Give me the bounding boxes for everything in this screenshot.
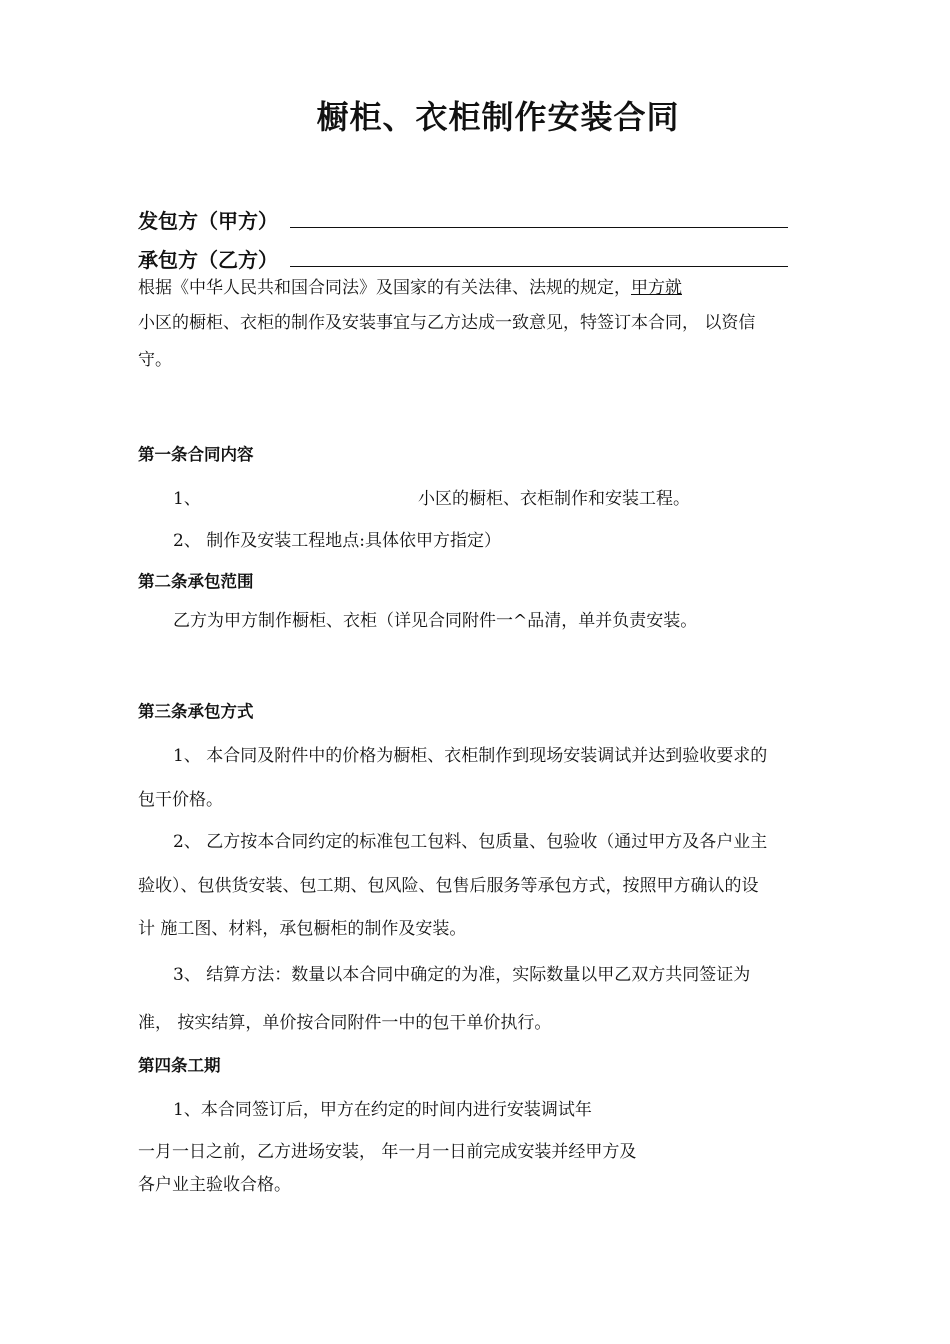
- article-3-item-1-line-1: 1、 本合同及附件中的价格为橱柜、衣柜制作到现场安装调试并达到验收要求的: [173, 746, 768, 766]
- article-3-item-1-line-2: 包干价格。: [138, 790, 223, 810]
- article-4-item-1-line-3: 各户业主验收合格。: [138, 1175, 291, 1195]
- party-a-blank-line: [290, 227, 788, 228]
- article-1-item-1-text: 小区的橱柜、衣柜制作和安装工程。: [418, 489, 690, 509]
- intro-line-3: 守。: [138, 350, 172, 370]
- party-b-blank-line: [290, 266, 788, 267]
- article-1-heading: 第一条合同内容: [138, 445, 254, 464]
- article-1-item-1-number: 1、: [173, 489, 201, 509]
- article-4-heading: 第四条工期: [138, 1056, 221, 1075]
- intro-line-1-text: 根据《中华人民共和国合同法》及国家的有关法律、法规的规定，: [138, 278, 631, 298]
- article-3-heading: 第三条承包方式: [138, 702, 254, 721]
- article-3-item-2-line-2: 验收）、包供货安装、包工期、包风险、包售后服务等承包方式，按照甲方确认的设: [138, 876, 759, 896]
- article-3-item-2-line-1: 2、 乙方按本合同约定的标准包工包料、包质量、包验收（通过甲方及各户业主: [173, 832, 768, 852]
- party-b-label: 承包方（乙方）: [138, 248, 278, 272]
- article-2-heading: 第二条承包范围: [138, 572, 254, 591]
- party-a-label: 发包方（甲方）: [138, 209, 278, 233]
- article-3-item-2-line-3: 计 施工图、材料，承包橱柜的制作及安装。: [138, 919, 467, 939]
- article-2-text: 乙方为甲方制作橱柜、衣柜（详见合同附件一^品清，单并负责安装。: [173, 611, 698, 631]
- contract-title: 橱柜、衣柜制作安装合同: [316, 98, 680, 136]
- article-1-item-2: 2、 制作及安装工程地点:具体依甲方指定）: [173, 531, 501, 551]
- intro-line-2: 小区的橱柜、衣柜的制作及安装事宜与乙方达成一致意见，特签订本合同， 以资信: [138, 313, 756, 333]
- intro-line-1: [138, 273, 682, 298]
- article-3-item-3-line-1: 3、 结算方法：数量以本合同中确定的为准，实际数量以甲乙双方共同签证为: [173, 965, 751, 985]
- intro-underlined-text: 甲方就: [631, 278, 682, 298]
- article-4-item-1-line-1: 1、本合同签订后，甲方在约定的时间内进行安装调试年: [173, 1100, 592, 1120]
- article-3-item-3-line-2: 准， 按实结算，单价按合同附件一中的包干单价执行。: [138, 1013, 552, 1033]
- article-4-item-1-line-2: 一月一日之前，乙方进场安装， 年一月一日前完成安装并经甲方及: [138, 1142, 637, 1162]
